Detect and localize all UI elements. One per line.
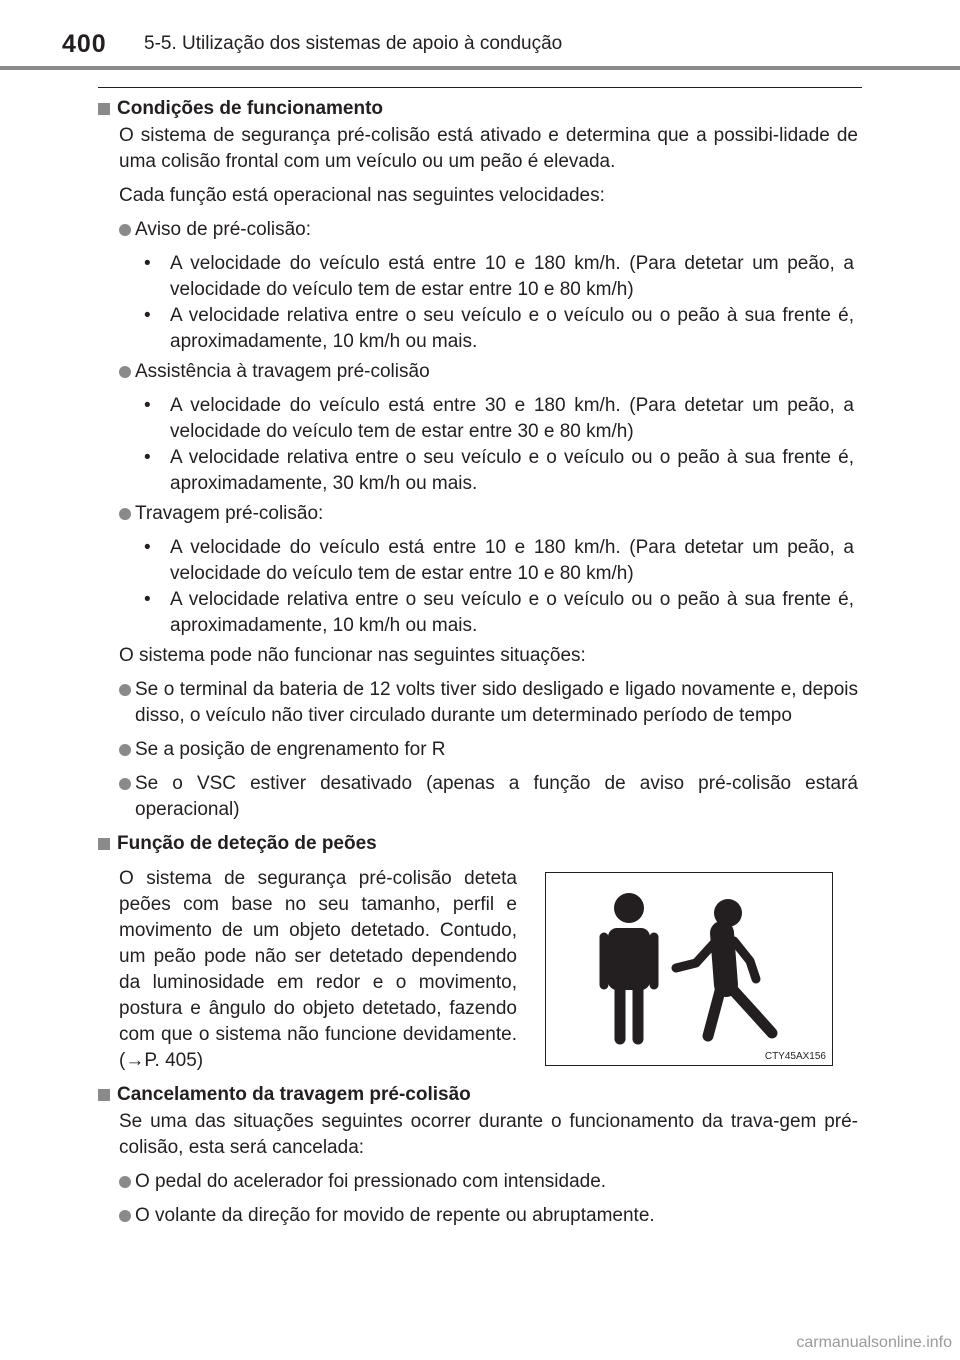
- bullet-item: [119, 1169, 858, 1195]
- sub-bullet-icon: •: [144, 589, 151, 610]
- bullet-text: O pedal do acelerador foi pressionado com intensidade.: [135, 1171, 607, 1192]
- sub-bullet-icon: •: [144, 395, 151, 416]
- circle-bullet-icon: [119, 778, 131, 790]
- section-heading-cancel: [98, 1082, 858, 1108]
- bullet-item: [119, 217, 858, 243]
- square-bullet-icon: [98, 838, 110, 850]
- section-heading-text: Condições de funcionamento: [117, 98, 384, 119]
- sub-bullet-icon: •: [144, 305, 151, 326]
- section-heading-pedestrian: [98, 831, 858, 857]
- sub-bullet-icon: •: [144, 253, 151, 274]
- bullet-text: Assistência à travagem pré-colisão: [135, 361, 430, 382]
- circle-bullet-icon: [119, 744, 131, 756]
- paragraph: O sistema de segurança pré-colisão deteta peões com base no seu tamanho, perfil e movimento de um objeto detetado. Contudo, um peão pode não ser detetado dependendo da luminosidade em redor e o movimento, postura e ângulo do objeto detetado, fazendo com que o sistema não funcione devidamente. (→P. 405): [119, 868, 517, 1071]
- figure-code: CTY45AX156: [764, 1051, 826, 1062]
- circle-bullet-icon: [119, 1210, 131, 1222]
- circle-bullet-icon: [119, 684, 131, 696]
- sub-item-text: A velocidade relativa entre o seu veículo e o veículo ou o peão à sua frente é, aproximadamente, 10 km/h ou mais.: [170, 589, 854, 636]
- sub-item: [144, 251, 854, 303]
- sub-item-text: A velocidade do veículo está entre 10 e 180 km/h. (Para detetar um peão, a velocidade do veículo tem de estar entre 10 e 80 km/h): [170, 253, 854, 300]
- sub-bullet-icon: •: [144, 447, 151, 468]
- section-rule: [98, 87, 862, 88]
- walking-pedestrian-icon: [676, 899, 772, 1036]
- paragraph: O sistema pode não funcionar nas seguintes situações:: [119, 645, 586, 666]
- section-heading-text: Função de deteção de peões: [117, 833, 377, 854]
- section-heading-text: Cancelamento da travagem pré-colisão: [117, 1084, 471, 1105]
- sub-item-text: A velocidade do veículo está entre 30 e 180 km/h. (Para detetar um peão, a velocidade do veículo tem de estar entre 30 e 80 km/h): [170, 395, 854, 442]
- pedestrian-illustration: [546, 873, 832, 1065]
- pedestrian-row: [119, 866, 858, 1074]
- paragraph: Cada função está operacional nas seguintes velocidades:: [119, 185, 605, 206]
- bullet-text: Se o VSC estiver desativado (apenas a função de aviso pré-colisão estará operacional): [135, 773, 858, 820]
- bullet-item: [119, 771, 858, 823]
- bullet-text: Aviso de pré-colisão:: [135, 219, 312, 240]
- circle-bullet-icon: [119, 1176, 131, 1188]
- paragraph: Se uma das situações seguintes ocorrer durante o funcionamento da trava-gem pré-colisão, esta será cancelada:: [119, 1111, 858, 1158]
- sub-item: [144, 587, 854, 639]
- circle-bullet-icon: [119, 366, 131, 378]
- square-bullet-icon: [98, 103, 110, 115]
- header-rule: [0, 66, 960, 70]
- sub-item: [144, 445, 854, 497]
- sub-item: [144, 535, 854, 587]
- watermark: carmanualsonline.info: [796, 1334, 952, 1351]
- sub-bullet-icon: •: [144, 537, 151, 558]
- bullet-item: [119, 501, 858, 527]
- bullet-item: [119, 359, 858, 385]
- page-number: 400: [62, 30, 107, 58]
- pedestrian-figure: [545, 872, 833, 1066]
- bullet-text: Travagem pré-colisão:: [135, 503, 324, 524]
- square-bullet-icon: [98, 1089, 110, 1101]
- bullet-item: [119, 1203, 858, 1229]
- paragraph: O sistema de segurança pré-colisão está ativado e determina que a possibi-lidade de uma colisão frontal com um veículo ou um peão é elevada.: [119, 125, 858, 172]
- chapter-title: 5-5. Utilização dos sistemas de apoio à condução: [144, 33, 563, 54]
- bullet-item: [119, 737, 858, 763]
- section-heading-operating: [98, 96, 858, 122]
- sub-item: [144, 393, 854, 445]
- bullet-text: Se o terminal da bateria de 12 volts tiver sido desligado e ligado novamente e, depois disso, o veículo não tiver circulado durante um determinado período de tempo: [135, 679, 858, 726]
- sub-item-text: A velocidade relativa entre o seu veículo e o veículo ou o peão à sua frente é, aproximadamente, 30 km/h ou mais.: [170, 447, 854, 494]
- circle-bullet-icon: [119, 224, 131, 236]
- sub-item: [144, 303, 854, 355]
- standing-pedestrian-icon: [604, 893, 654, 1039]
- sub-item-text: A velocidade relativa entre o seu veículo e o veículo ou o peão à sua frente é, aproximadamente, 10 km/h ou mais.: [170, 305, 854, 352]
- bullet-text: O volante da direção for movido de repente ou abruptamente.: [135, 1205, 655, 1226]
- sub-item-text: A velocidade do veículo está entre 10 e 180 km/h. (Para detetar um peão, a velocidade do veículo tem de estar entre 10 e 80 km/h): [170, 537, 854, 584]
- circle-bullet-icon: [119, 508, 131, 520]
- bullet-item: [119, 677, 858, 729]
- bullet-text: Se a posição de engrenamento for R: [135, 739, 446, 760]
- page-content: [98, 96, 858, 1229]
